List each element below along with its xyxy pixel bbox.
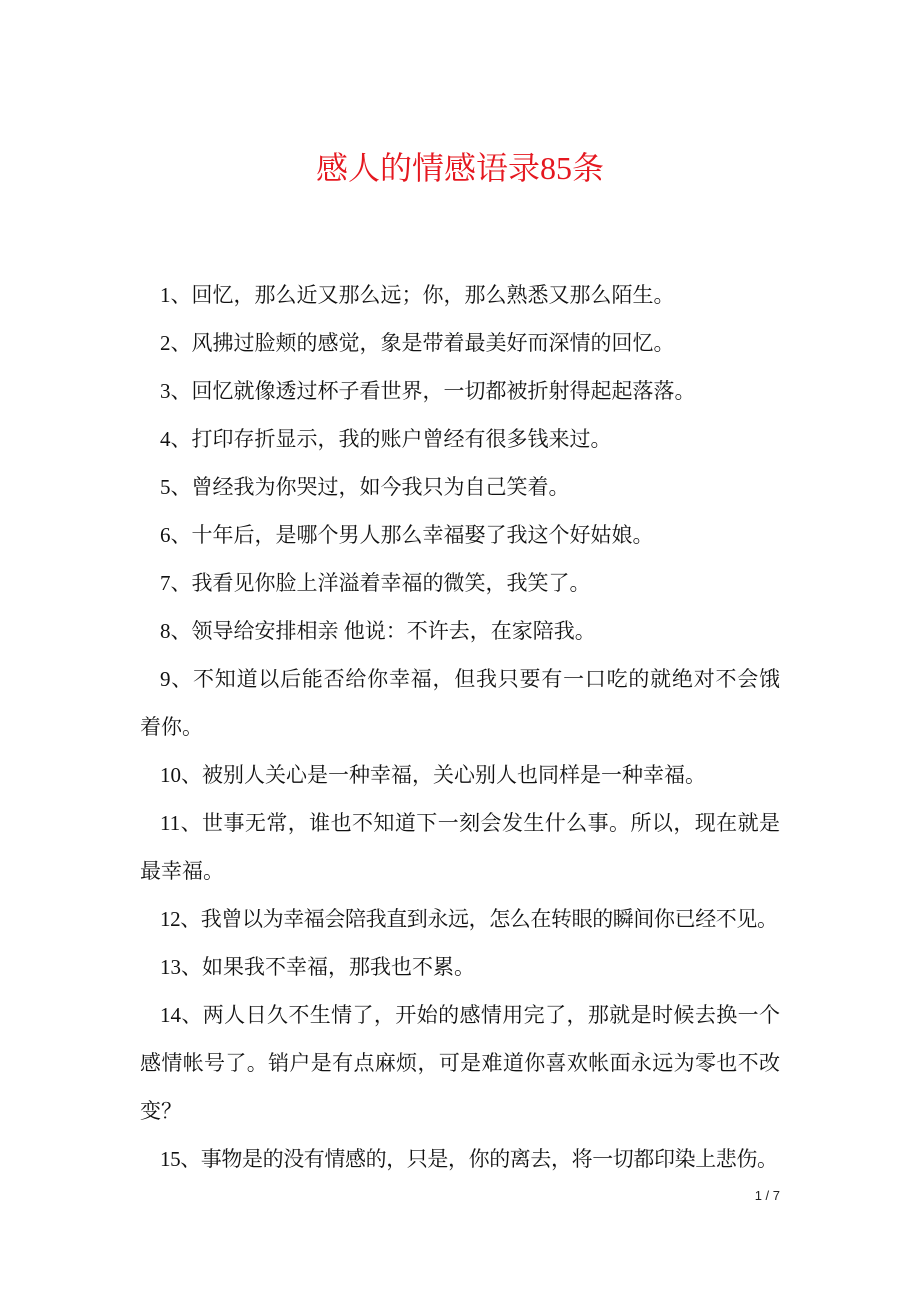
paragraph-line: 11、世事无常，谁也不知道下一刻会发生什么事。所以，现在就是 <box>160 811 780 835</box>
document-body <box>140 271 780 1183</box>
quote-paragraph-14 <box>140 991 780 1135</box>
quote-paragraph-10 <box>140 751 780 799</box>
paragraph-line: 3、回忆就像透过杯子看世界，一切都被折射得起起落落。 <box>160 379 696 403</box>
paragraph-line: 最幸福。 <box>140 859 224 883</box>
paragraph-line: 感情帐号了。销户是有点麻烦，可是难道你喜欢帐面永远为零也不改 <box>140 1051 780 1075</box>
paragraph-line: 5、曾经我为你哭过，如今我只为自己笑着。 <box>160 475 570 499</box>
paragraph-line: 1、回忆，那么近又那么远；你，那么熟悉又那么陌生。 <box>160 283 675 307</box>
quote-paragraph-1 <box>140 271 780 319</box>
quote-paragraph-8 <box>140 607 780 655</box>
paragraph-line: 10、被别人关心是一种幸福，关心别人也同样是一种幸福。 <box>160 763 706 787</box>
page-number: 1 / 7 <box>754 1188 780 1203</box>
quote-paragraph-6 <box>140 511 780 559</box>
paragraph-line: 7、我看见你脸上洋溢着幸福的微笑，我笑了。 <box>160 571 591 595</box>
quote-paragraph-13 <box>140 943 780 991</box>
page-title: 感人的情感语录85条 <box>315 150 604 186</box>
paragraph-line: 4、打印存折显示，我的账户曾经有很多钱来过。 <box>160 427 612 451</box>
paragraph-line: 变？ <box>140 1099 182 1123</box>
paragraph-line: 8、领导给安排相亲 他说：不许去，在家陪我。 <box>160 619 596 643</box>
quote-paragraph-3 <box>140 367 780 415</box>
paragraph-line: 14、两人日久不生情了，开始的感情用完了，那就是时候去换一个 <box>160 1003 780 1027</box>
paragraph-line: 13、如果我不幸福，那我也不累。 <box>160 955 475 979</box>
paragraph-line: 6、十年后，是哪个男人那么幸福娶了我这个好姑娘。 <box>160 523 654 547</box>
paragraph-line: 15、事物是的没有情感的，只是，你的离去，将一切都印染上悲伤。 <box>160 1147 778 1171</box>
quote-paragraph-15 <box>140 1135 780 1183</box>
paragraph-line: 2、风拂过脸颊的感觉，象是带着最美好而深情的回忆。 <box>160 331 675 355</box>
paragraph-line: 着你。 <box>140 715 203 739</box>
quote-paragraph-9 <box>140 655 780 751</box>
paragraph-line: 12、我曾以为幸福会陪我直到永远，怎么在转眼的瞬间你已经不见。 <box>160 907 778 931</box>
quote-paragraph-4 <box>140 415 780 463</box>
quote-paragraph-12 <box>140 895 780 943</box>
quote-paragraph-7 <box>140 559 780 607</box>
quote-paragraph-5 <box>140 463 780 511</box>
paragraph-line: 9、不知道以后能否给你幸福，但我只要有一口吃的就绝对不会饿 <box>160 667 780 691</box>
quote-paragraph-11 <box>140 799 780 895</box>
quote-paragraph-2 <box>140 319 780 367</box>
